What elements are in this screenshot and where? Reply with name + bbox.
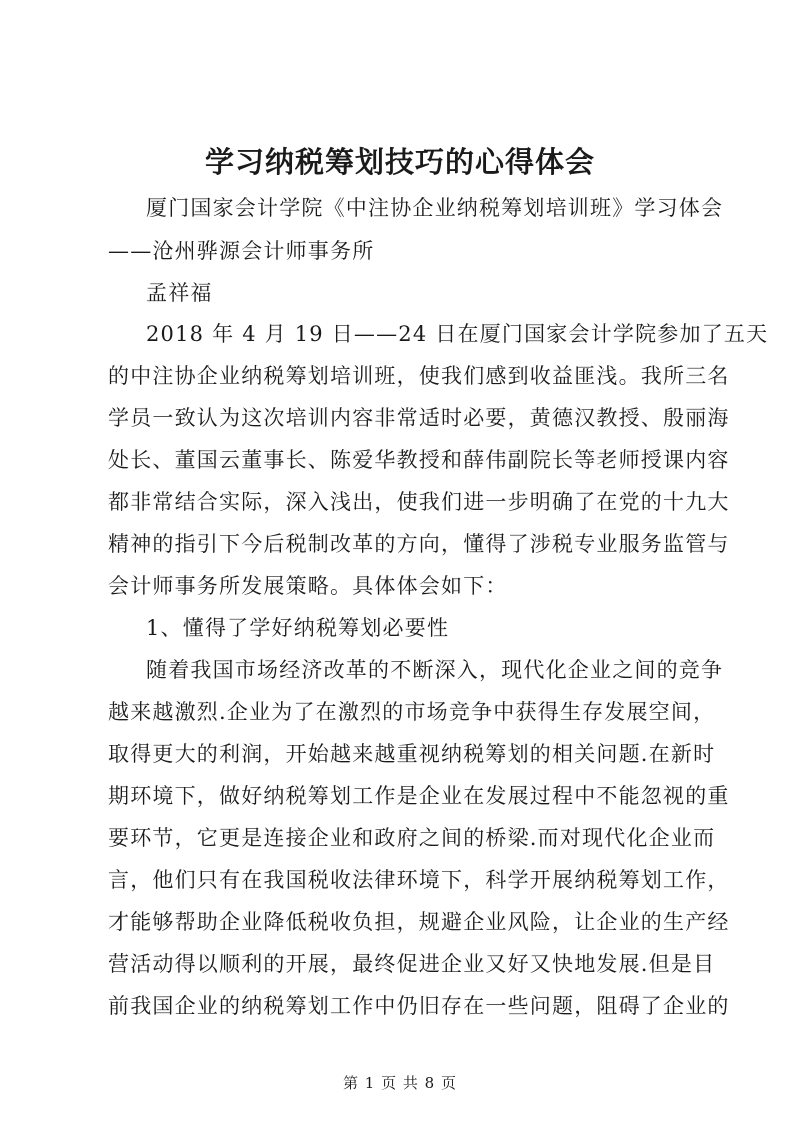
subtitle-line: 厦门国家会计学院《中注协企业纳税筹划培训班》学习体会 (146, 196, 724, 220)
paragraph-line: 2018 年 4 月 19 日——24 日在厦门国家会计学院参加了五天 (146, 322, 769, 346)
paragraph-line: 的中注协企业纳税筹划培训班，使我们感到收益匪浅。我所三名 (108, 364, 730, 388)
paragraph-line: 取得更大的利润，开始越来越重视纳税筹划的相关问题.在新时 (108, 742, 716, 766)
paragraph-line: 言，他们只有在我国税收法律环境下，科学开展纳税筹划工作， (108, 868, 730, 892)
page-indicator: 第 1 页 共 8 页 (343, 1074, 457, 1092)
paragraph-line: 越来越激烈.企业为了在激烈的市场竞争中获得生存发展空间， (108, 700, 716, 724)
paragraph-line: 都非常结合实际，深入浅出，使我们进一步明确了在党的十九大 (108, 490, 730, 514)
paragraph-line: 随着我国市场经济改革的不断深入，现代化企业之间的竞争 (146, 658, 724, 682)
organization-line: ——沧州骅源会计师事务所 (108, 239, 375, 263)
section-heading: 1、懂得了学好纳税筹划必要性 (146, 616, 450, 640)
paragraph-line: 学员一致认为这次培训内容非常适时必要，黄德汉教授、殷丽海 (108, 406, 730, 430)
paragraph-line: 精神的指引下今后税制改革的方向，懂得了涉税专业服务监管与 (108, 532, 730, 556)
paragraph-line: 处长、董国云董事长、陈爱华教授和薛伟副院长等老师授课内容 (108, 448, 730, 472)
paragraph-line: 要环节，它更是连接企业和政府之间的桥梁.而对现代化企业而 (108, 826, 716, 850)
document-title: 学习纳税筹划技巧的心得体会 (204, 145, 595, 179)
paragraph-line: 才能够帮助企业降低税收负担，规避企业风险，让企业的生产经 (108, 910, 730, 934)
paragraph-line: 营活动得以顺利的开展，最终促进企业又好又快地发展.但是目 (108, 952, 716, 976)
author-line: 孟祥福 (146, 281, 213, 305)
paragraph-line: 期环境下，做好纳税筹划工作是企业在发展过程中不能忽视的重 (108, 784, 730, 808)
paragraph-line: 会计师事务所发展策略。具体体会如下： (108, 574, 508, 598)
paragraph-line: 前我国企业的纳税筹划工作中仍旧存在一些问题，阻碍了企业的 (108, 994, 730, 1018)
